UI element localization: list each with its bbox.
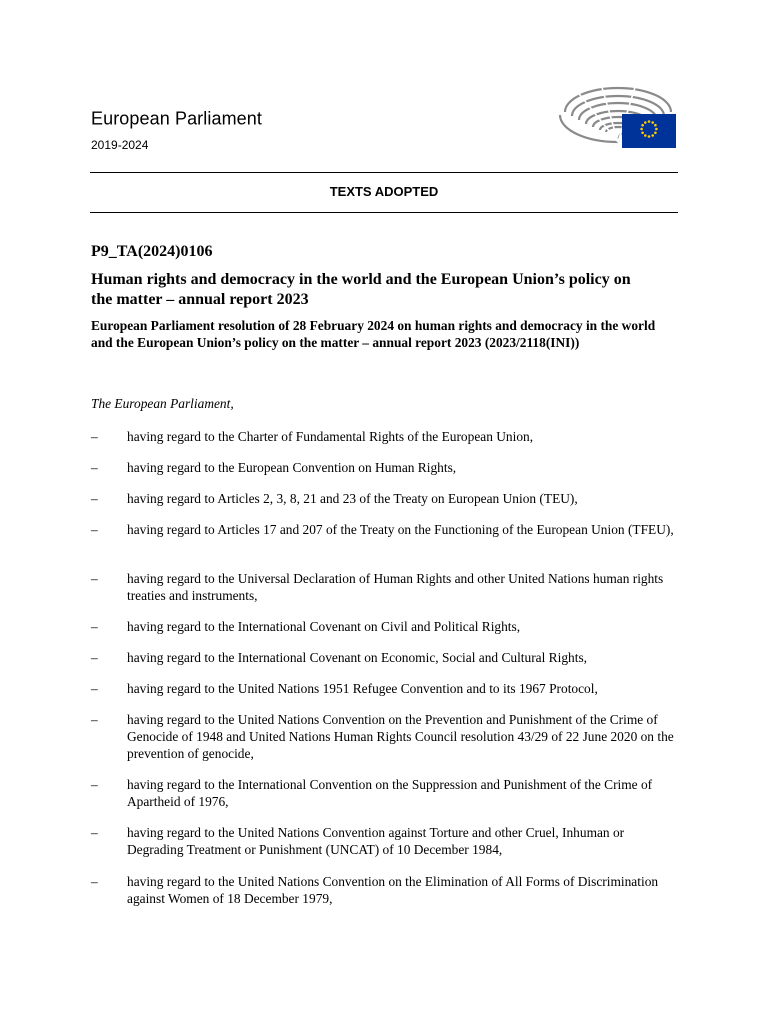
citation-text: having regard to Articles 2, 3, 8, 21 and 23 of the Treaty on European Union (TEU), (127, 491, 578, 506)
banner-top-rule (90, 172, 678, 173)
document-reference: P9_TA(2024)0106 (91, 243, 213, 260)
citation-text: having regard to the Universal Declaration of Human Rights and other United Nations human rights treaties and instruments, (127, 571, 664, 603)
citation-text: having regard to the United Nations 1951 Refugee Convention and to its 1967 Protocol, (127, 681, 598, 696)
list-dash: – (91, 619, 98, 634)
list-dash: – (91, 712, 98, 727)
list-dash: – (91, 460, 98, 475)
citation-text: having regard to the European Convention on Human Rights, (127, 460, 457, 475)
list-dash: – (91, 777, 98, 792)
list-dash: – (91, 874, 98, 889)
citation-text: having regard to the International Convention on the Suppression and Punishment of the Crime of Apartheid of 1976, (127, 777, 653, 809)
texts-adopted-banner: TEXTS ADOPTED (329, 184, 439, 199)
resolution-subtitle: European Parliament resolution of 28 February 2024 on human rights and democracy in the world and the European Union’s policy on the matter – annual report 2023 (2023/2118(INI)) (91, 318, 656, 350)
citation-text: having regard to the United Nations Convention against Torture and other Cruel, Inhuman or Degrading Treatment or Punishment (UNCAT) of 10 December 1984, (127, 825, 625, 857)
list-dash: – (91, 650, 98, 665)
citation-text: having regard to the United Nations Convention on the Prevention and Punishment of the Crime of Genocide of 1948 and United Nations Human Rights Council resolution 43/29 of 22 June 2020 on the prevention of genocide, (127, 712, 674, 761)
banner-bottom-rule (90, 212, 678, 213)
list-dash: – (91, 491, 98, 506)
european-parliament-logo-icon (556, 84, 678, 150)
organization-name: European Parliament (91, 107, 263, 129)
citation-text: having regard to Articles 17 and 207 of the Treaty on the Functioning of the European Union (TFEU), (127, 522, 674, 537)
list-dash: – (91, 681, 98, 696)
citation-text: having regard to the United Nations Convention on the Elimination of All Forms of Discrimination against Women of 18 December 1979, (127, 874, 659, 906)
list-dash: – (91, 571, 98, 586)
intro-phrase: The European Parliament, (91, 396, 234, 411)
citation-text: having regard to the International Covenant on Economic, Social and Cultural Rights, (127, 650, 588, 665)
header (91, 108, 262, 152)
parliamentary-term: 2019-2024 (91, 138, 149, 152)
eu-flag-icon (622, 114, 676, 148)
list-dash: – (91, 429, 98, 444)
citation-text: having regard to the International Covenant on Civil and Political Rights, (127, 619, 521, 634)
list-dash: – (91, 825, 98, 840)
document-title: Human rights and democracy in the world and the European Union’s policy on the matter – annual report 2023 (91, 271, 631, 308)
citation-text: having regard to the Charter of Fundamental Rights of the European Union, (127, 429, 534, 444)
list-dash: – (91, 522, 98, 537)
